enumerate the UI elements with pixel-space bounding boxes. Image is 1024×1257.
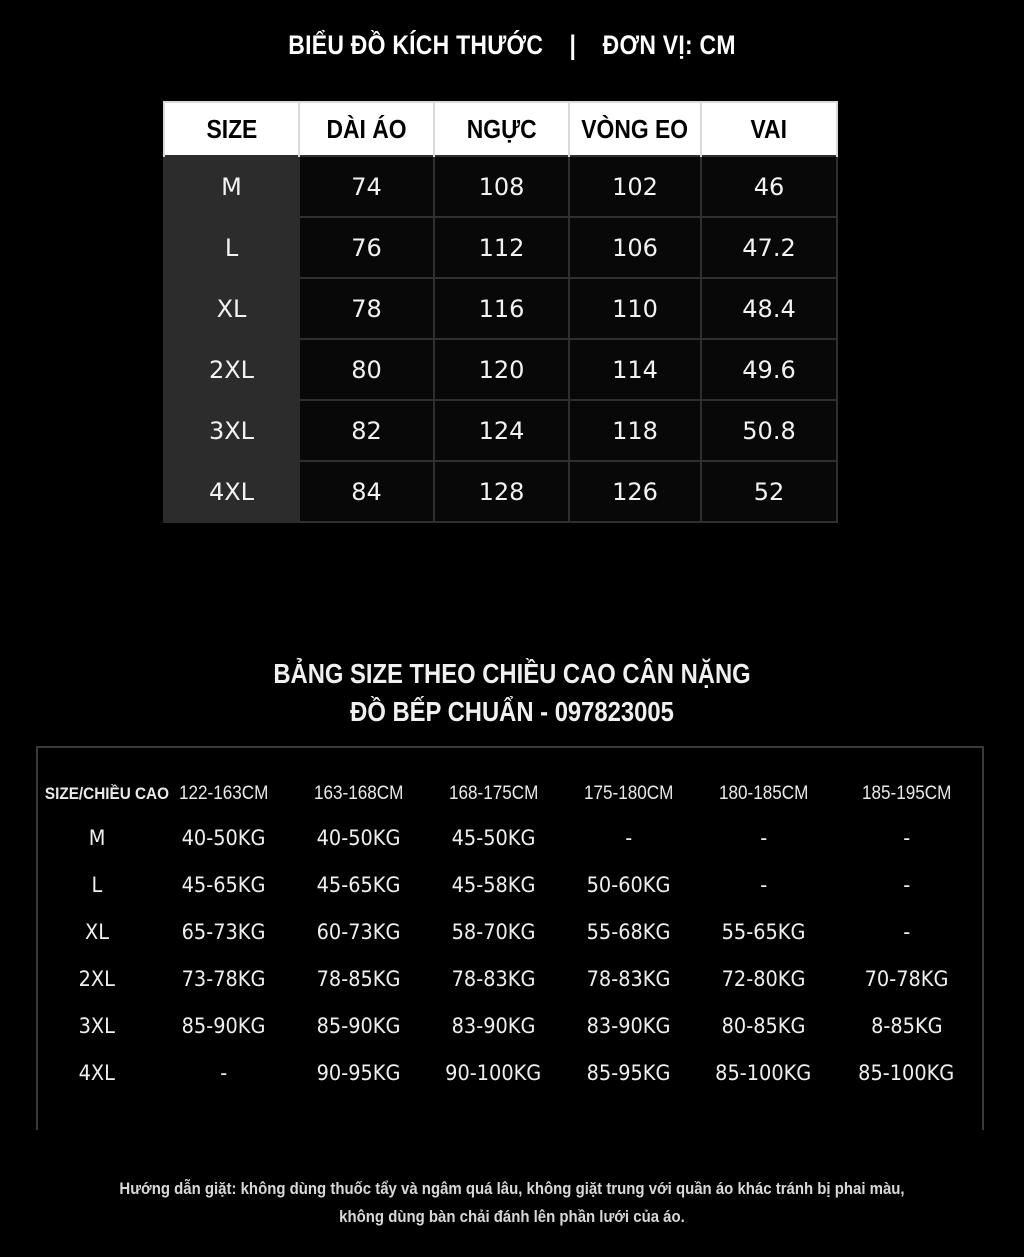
washing-note-line2: không dùng bàn chải đánh lên phần lưới của áo. — [339, 1207, 685, 1226]
table-cell: - — [903, 872, 910, 897]
table-cell: 47.2 — [701, 217, 837, 278]
table-cell: 120 — [434, 339, 569, 400]
table-cell: 80-85KG — [721, 1013, 806, 1038]
table-cell: 114 — [569, 339, 701, 400]
table-cell: 78 — [299, 278, 434, 339]
header-waist: VÒNG EO — [569, 102, 701, 156]
table-cell: 126 — [569, 461, 701, 522]
table-cell: 90-100KG — [445, 1060, 542, 1085]
table-cell: 60-73KG — [316, 919, 401, 944]
header-height-range: 168-175CM — [448, 783, 539, 804]
size-cell: 3XL — [164, 400, 299, 461]
table-row — [38, 814, 982, 861]
weight-table-frame — [36, 746, 984, 1130]
table-cell: 50.8 — [701, 400, 837, 461]
table-cell: 45-65KG — [181, 872, 266, 897]
table-cell: 49.6 — [701, 339, 837, 400]
table-cell: 83-90KG — [586, 1013, 671, 1038]
table-cell: 84 — [299, 461, 434, 522]
table-row — [38, 1049, 982, 1096]
table-cell: 73-78KG — [181, 966, 266, 991]
table-cell: 40-50KG — [316, 825, 401, 850]
size-cell: 2XL — [164, 339, 299, 400]
table-cell: 118 — [569, 400, 701, 461]
section-title-line2: ĐỒ BẾP CHUẨN - 097823005 — [350, 696, 674, 727]
header-height-range: 122-163CM — [178, 783, 269, 804]
table-cell: 82 — [299, 400, 434, 461]
washing-note — [61, 1175, 962, 1231]
header-size: SIZE — [164, 102, 299, 156]
table-cell: 85-90KG — [316, 1013, 401, 1038]
table-cell: 50-60KG — [586, 872, 671, 897]
header-height-range: 175-180CM — [583, 783, 674, 804]
size-cell: L — [164, 217, 299, 278]
chart-title — [77, 30, 947, 61]
table-cell: 46 — [701, 156, 837, 217]
chart-title-text: BIỂU ĐỒ KÍCH THƯỚC — [288, 30, 544, 60]
size-cell: 2XL — [78, 966, 116, 991]
table-cell: 72-80KG — [721, 966, 806, 991]
unit-label: ĐƠN VỊ: CM — [602, 30, 736, 60]
table-cell: 112 — [434, 217, 569, 278]
weight-height-table — [38, 774, 982, 1096]
table-cell: - — [903, 825, 910, 850]
table-cell: 70-78KG — [864, 966, 949, 991]
table-cell: 74 — [299, 156, 434, 217]
table-cell: 78-83KG — [451, 966, 536, 991]
size-cell: 4XL — [164, 461, 299, 522]
washing-note-line1: Hướng dẫn giặt: không dùng thuốc tẩy và ngâm quá lâu, không giặt trung với quần áo khác tránh bị phai màu, — [119, 1179, 905, 1198]
size-cell: XL — [84, 919, 110, 944]
table-cell: 102 — [569, 156, 701, 217]
table-cell: 83-90KG — [451, 1013, 536, 1038]
table-row — [164, 217, 837, 278]
measurement-header-row — [164, 102, 837, 156]
table-row — [164, 461, 837, 522]
table-cell: - — [760, 872, 767, 897]
table-cell: 55-68KG — [586, 919, 671, 944]
table-row — [164, 278, 837, 339]
table-cell: 106 — [569, 217, 701, 278]
table-row — [38, 1002, 982, 1049]
table-cell: - — [760, 825, 767, 850]
size-cell: 3XL — [78, 1013, 116, 1038]
header-length: DÀI ÁO — [299, 102, 434, 156]
table-cell: 90-95KG — [316, 1060, 401, 1085]
header-height-range: 180-185CM — [718, 783, 809, 804]
table-cell: 110 — [569, 278, 701, 339]
table-cell: 65-73KG — [181, 919, 266, 944]
table-row — [38, 908, 982, 955]
table-cell: 48.4 — [701, 278, 837, 339]
table-cell: 116 — [434, 278, 569, 339]
header-chest: NGỰC — [434, 102, 569, 156]
table-cell: 45-50KG — [451, 825, 536, 850]
table-row — [38, 955, 982, 1002]
header-height-range: 163-168CM — [313, 783, 404, 804]
header-size-height: SIZE/CHIỀU CAO — [44, 784, 170, 803]
table-row — [164, 400, 837, 461]
section-title-line1: BẢNG SIZE THEO CHIỀU CAO CÂN NẶNG — [273, 658, 751, 689]
size-cell: M — [88, 825, 106, 850]
table-cell: 52 — [701, 461, 837, 522]
table-cell: 85-95KG — [586, 1060, 671, 1085]
table-cell: 124 — [434, 400, 569, 461]
table-cell: 80 — [299, 339, 434, 400]
table-cell: 85-100KG — [715, 1060, 812, 1085]
size-cell: 4XL — [78, 1060, 116, 1085]
table-cell: 45-65KG — [316, 872, 401, 897]
size-cell: L — [91, 872, 103, 897]
table-cell: 55-65KG — [721, 919, 806, 944]
table-cell: 8-85KG — [870, 1013, 943, 1038]
table-cell: 40-50KG — [181, 825, 266, 850]
table-cell: 85-100KG — [858, 1060, 955, 1085]
table-cell: 45-58KG — [451, 872, 536, 897]
table-cell: 85-90KG — [181, 1013, 266, 1038]
table-cell: 78-85KG — [316, 966, 401, 991]
table-cell: 78-83KG — [586, 966, 671, 991]
table-cell: 108 — [434, 156, 569, 217]
size-cell: M — [164, 156, 299, 217]
size-cell: XL — [164, 278, 299, 339]
table-row — [164, 339, 837, 400]
table-cell: 76 — [299, 217, 434, 278]
table-cell: - — [903, 919, 910, 944]
table-cell: - — [220, 1060, 227, 1085]
section-title — [77, 655, 947, 731]
table-row — [38, 861, 982, 908]
measurement-table — [163, 101, 838, 523]
table-row — [164, 156, 837, 217]
weight-header-row — [38, 774, 982, 814]
title-separator: | — [569, 30, 577, 60]
header-shoulder: VAI — [701, 102, 837, 156]
table-cell: - — [625, 825, 632, 850]
header-height-range: 185-195CM — [861, 783, 952, 804]
table-cell: 128 — [434, 461, 569, 522]
table-cell: 58-70KG — [451, 919, 536, 944]
